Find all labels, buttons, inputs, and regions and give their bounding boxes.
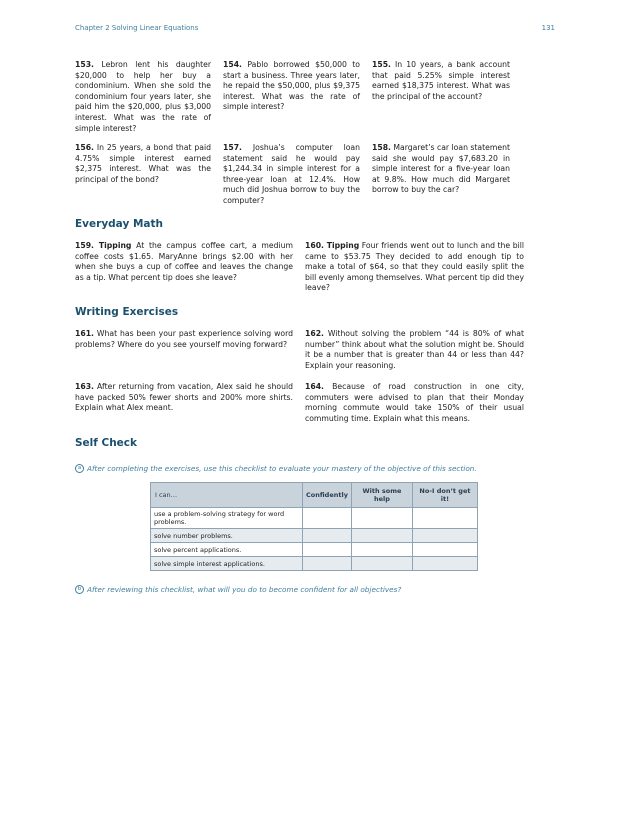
exercise-text: Four friends went out to lunch and the bill came to $53.75 They decided to add enough tip to make a total of $64, so that they could easily split the bill evenly among themselves. What percent tip did they leave? — [305, 241, 524, 293]
objective-cell: solve simple interest applications. — [151, 557, 303, 571]
checkbox-cell-with-some-help[interactable] — [351, 508, 412, 529]
exercise-161 — [75, 329, 293, 350]
checkbox-cell-confidently[interactable] — [303, 508, 352, 529]
exercise-text: Joshua’s computer loan statement said he would pay $1,244.34 in simple interest for a three-year loan at 12.4%. How much did Joshua borrow to buy the computer? — [223, 143, 360, 205]
exercise-155 — [372, 60, 510, 102]
writing-exercises-heading: Writing Exercises — [75, 306, 179, 318]
exercise-text: In 25 years, a bond that paid 4.75% simple interest earned $2,375 interest. What was the principal of the bond? — [75, 143, 211, 184]
exercise-text: Because of road construction in one city, commuters were advised to plan that their Monday morning commute would take 150% of their usual commuting time. Explain what this means. — [305, 382, 524, 423]
exercise-text: What has been your past experience solving word problems? Where do you see yourself moving forward? — [75, 329, 293, 349]
column-i-can: I can… — [151, 483, 303, 508]
column-no-i-dont-get-it: No-I don’t get it! — [412, 483, 477, 508]
exercise-number: 158. — [372, 143, 391, 152]
checkbox-cell-no[interactable] — [412, 529, 477, 543]
checkbox-cell-confidently[interactable] — [303, 557, 352, 571]
objective-cell: solve percent applications. — [151, 543, 303, 557]
exercise-text: Without solving the problem “44 is 80% of what number” think about what the solution might be. Should it be a number that is greater than 44 or less than 44? Explain your reasoning. — [305, 329, 524, 370]
exercise-text: Pablo borrowed $50,000 to start a business. Three years later, he repaid the $50,000, plus $9,375 interest. What was the rate of simple interest? — [223, 60, 360, 112]
table-row — [151, 508, 478, 529]
checkbox-cell-no[interactable] — [412, 557, 477, 571]
chapter-title: Chapter 2 Solving Linear Equations — [75, 24, 199, 32]
exercise-title: Tipping — [323, 241, 360, 250]
instruction-text: After reviewing this checklist, what will you do to become confident for all objectives? — [87, 585, 402, 594]
exercise-text: Lebron lent his daughter $20,000 to help her buy a condominium. When she sold the condominium four years later, she paid him the $20,000, plus $3,000 interest. What was the rate of simple interest? — [75, 60, 211, 133]
exercise-159 — [75, 241, 293, 283]
exercise-160 — [305, 241, 524, 294]
exercise-number: 162. — [305, 329, 324, 338]
exercise-number: 161. — [75, 329, 94, 338]
exercise-153 — [75, 60, 211, 134]
checkbox-cell-confidently[interactable] — [303, 529, 352, 543]
checkbox-cell-with-some-help[interactable] — [351, 529, 412, 543]
self-check-instruction-a — [75, 464, 477, 473]
circled-b-marker: b — [75, 585, 84, 594]
exercise-157 — [223, 143, 360, 207]
checkbox-cell-no[interactable] — [412, 508, 477, 529]
exercise-154 — [223, 60, 360, 113]
page-number: 131 — [541, 24, 555, 32]
self-check-instruction-b — [75, 585, 401, 594]
exercise-number: 160. — [305, 241, 324, 250]
exercise-text: At the campus coffee cart, a medium coffee costs $1.65. MaryAnne brings $2.00 with her when she buys a cup of coffee and leaves the change as a tip. What percent tip does she leave? — [75, 241, 294, 282]
objective-cell: solve number problems. — [151, 529, 303, 543]
exercise-number: 154. — [223, 60, 242, 69]
checkbox-cell-no[interactable] — [412, 543, 477, 557]
exercise-number: 157. — [223, 143, 242, 152]
self-check-heading: Self Check — [75, 437, 138, 449]
exercise-title: Tipping — [93, 241, 132, 250]
exercise-158 — [372, 143, 510, 196]
self-check-table — [150, 482, 478, 571]
running-head — [75, 24, 555, 32]
exercise-number: 155. — [372, 60, 391, 69]
exercise-164 — [305, 382, 524, 424]
exercise-163 — [75, 382, 293, 414]
objective-cell: use a problem-solving strategy for word problems. — [151, 508, 303, 529]
table-row — [151, 543, 478, 557]
checkbox-cell-confidently[interactable] — [303, 543, 352, 557]
exercise-number: 163. — [75, 382, 94, 391]
checkbox-cell-with-some-help[interactable] — [351, 543, 412, 557]
everyday-math-heading: Everyday Math — [75, 218, 163, 230]
table-header-row — [151, 483, 478, 508]
exercise-number: 153. — [75, 60, 94, 69]
exercise-number: 156. — [75, 143, 94, 152]
exercise-text: Margaret’s car loan statement said she would pay $7,683.20 in simple interest for a five-year loan at 9.8%. How much did Margaret borrow to buy the car? — [372, 143, 510, 195]
checkbox-cell-with-some-help[interactable] — [351, 557, 412, 571]
column-confidently: Confidently — [303, 483, 352, 508]
exercise-162 — [305, 329, 524, 371]
exercise-number: 164. — [305, 382, 324, 391]
instruction-text: After completing the exercises, use this checklist to evaluate your mastery of the objective of this section. — [87, 464, 477, 473]
table-row — [151, 529, 478, 543]
exercise-text: In 10 years, a bank account that paid 5.25% simple interest earned $18,375 interest. What was the principal of the account? — [372, 60, 510, 101]
column-with-some-help: With some help — [351, 483, 412, 508]
exercise-number: 159. — [75, 241, 94, 250]
exercise-text: After returning from vacation, Alex said he should have packed 50% fewer shorts and 200% more shirts. Explain what Alex meant. — [75, 382, 293, 413]
table-row — [151, 557, 478, 571]
circled-a-marker: a — [75, 464, 84, 473]
exercise-156 — [75, 143, 211, 185]
